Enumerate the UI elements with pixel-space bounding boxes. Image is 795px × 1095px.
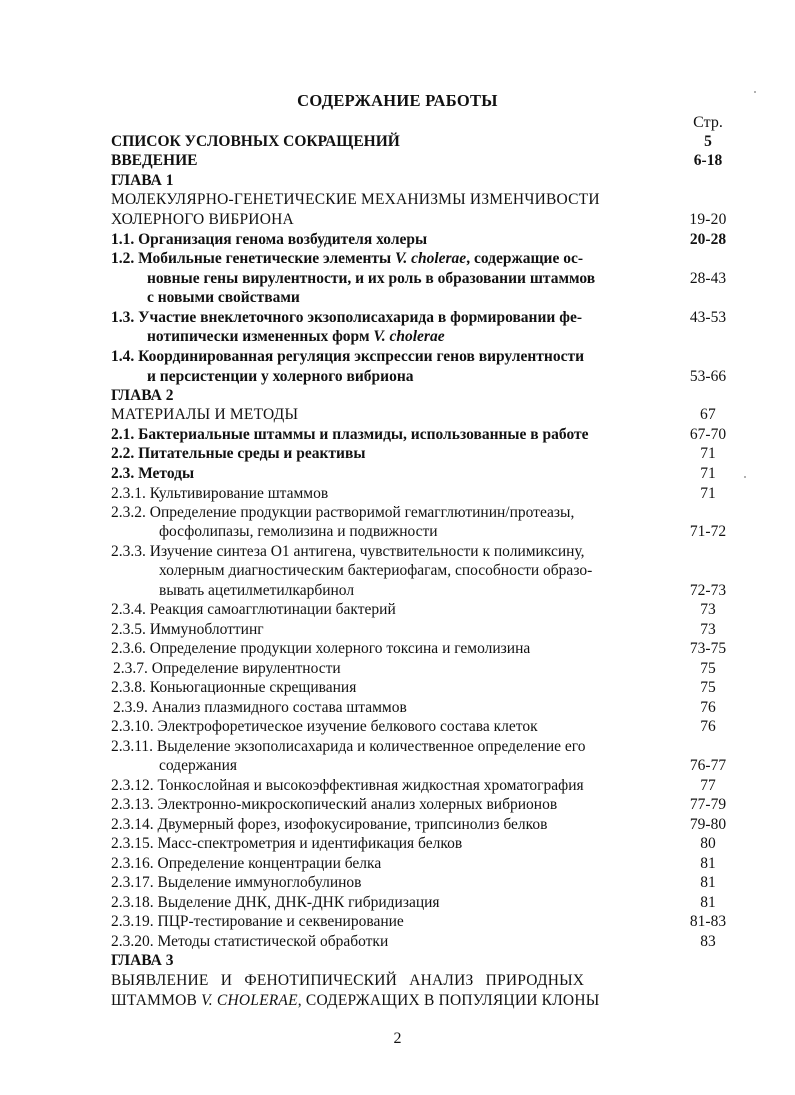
toc-entry-text: 2.3.7. Определение вирулентности [113,660,341,677]
toc-entry-page: 71 [700,485,716,502]
toc-entry-text: 2.3.5. Иммуноблоттинг [111,621,264,638]
toc-entry-text: 2.3.9. Анализ плазмидного состава штаммов [113,699,407,716]
chapter-title-part: , СОДЕРЖАЩИХ В ПОПУЛЯЦИИ КЛОНЫ [297,992,600,1009]
toc-entry-page: 19-20 [689,211,727,228]
toc-entry-text-part: , содержащие ос- [466,250,584,267]
toc-entry-page: 73-75 [689,640,727,657]
toc-entry-text: 2.3.4. Реакция самоагглютинации бактерий [111,601,396,618]
toc-entry-page: 71-72 [689,523,727,540]
toc-entry-text: 2.2. Питательные среды и реактивы [111,445,366,462]
toc-entry-text: 2.3.8. Коньюгационные скрещивания [111,679,357,696]
toc-entry-text-part: 1.2. Мобильные генетические элементы [111,250,395,267]
toc-entry-page: 5 [704,133,712,150]
scan-speck [754,91,756,93]
toc-entry-text: 1.3. Участие внеклеточного экзополисахарида в формировании фе- [111,309,582,326]
toc-entry-text: холерным диагностическим бактериофагам, способности образо- [159,562,593,579]
toc-entry-text: с новыми свойствами [147,289,300,306]
chapter-heading-text: ГЛАВА 1 [111,172,174,189]
toc-entry-text: 2.1. Бактериальные штаммы и плазмиды, использованные в работе [111,426,589,443]
toc-entry-text: и персистенции у холерного вибриона [147,368,414,385]
chapter-heading-text: ГЛАВА 3 [111,952,174,969]
toc-entry-text: 2.3.6. Определение продукции холерного токсина и гемолизина [111,640,531,657]
toc-entry-page: 53-66 [689,368,727,385]
toc-entry-text: 2.3.10. Электрофоретическое изучение белкового состава клеток [111,718,538,735]
toc-entry-page: 76-77 [689,757,727,774]
chapter-title-line: МАТЕРИАЛЫ И МЕТОДЫ [111,406,299,423]
chapter-title-part: ШТАММОВ [111,992,202,1009]
toc-entry-text: ВВЕДЕНИЕ [111,152,198,169]
toc-entry-text: 2.3.20. Методы статистической обработки [111,933,389,950]
chapter-heading-text: ГЛАВА 2 [111,387,174,404]
toc-entry-text: новные гены вирулентности, и их роль в образовании штаммов [147,270,596,287]
scan-speck [744,476,746,478]
toc-entry-text: фосфолипазы, гемолизина и подвижности [159,523,438,540]
toc-entry-page: 80 [700,835,716,852]
toc-entry-text: 2.3.18. Выделение ДНК, ДНК-ДНК гибридизация [111,894,440,911]
toc-entry-text: 2.3.3. Изучение синтеза О1 антигена, чувствительности к полимиксину, [111,543,585,560]
toc-entry-text: 2.3. Методы [111,465,195,482]
toc-entry-page: 75 [700,679,716,696]
page-number: 2 [393,1030,402,1047]
toc-entry-page: 73 [700,621,716,638]
species-name: V. CHOLERAE [201,992,298,1009]
chapter-title-line: МОЛЕКУЛЯРНО-ГЕНЕТИЧЕСКИЕ МЕХАНИЗМЫ ИЗМЕНЧИВОСТИ [111,191,600,208]
toc-entry-page: 71 [700,445,716,462]
toc-entry-text [147,327,445,347]
toc-entry-text: 2.3.2. Определение продукции растворимой гемагглютинин/протеазы, [111,504,575,521]
toc-entry-text: вывать ацетилметилкарбинол [159,582,355,599]
toc-entry-page: 43-53 [689,309,727,326]
toc-entry-page: 76 [700,718,716,735]
toc-entry-text: 1.4. Координированная регуляция экспрессии генов вирулентности [111,348,585,365]
toc-entry-text: 2.3.12. Тонкослойная и высокоэффективная жидкостная хроматография [111,777,584,794]
toc-entry-page: 79-80 [689,816,727,833]
toc-entry-page: 71 [700,465,716,482]
toc-entry-page: 67 [700,406,716,423]
toc-entry-text: 2.3.11. Выделение экзополисахарида и количественное определение его [111,738,586,755]
toc-entry-text: 2.3.14. Двумерный форез, изофокусирование, трипсинолиз белков [111,816,548,833]
toc-entry-page: 77 [700,777,716,794]
toc-entry-page: 77-79 [689,796,727,813]
toc-entry-text: 1.1. Организация генома возбудителя холеры [111,231,428,248]
toc-entry-page: 72-73 [689,582,727,599]
page-column-label: Стр. [693,114,723,131]
toc-entry-text [111,249,583,269]
toc-entry-text-part: нотипически измененных форм [147,328,374,345]
toc-entry-page: 83 [700,933,716,950]
toc-entry-page: 20-28 [689,231,727,248]
toc-entry-page: 75 [700,660,716,677]
chapter-title-line [111,991,599,1011]
toc-entry-text: 2.3.17. Выделение иммуноглобулинов [111,874,362,891]
toc-entry-text: 2.3.16. Определение концентрации белка [111,855,382,872]
toc-entry-text: СПИСОК УСЛОВНЫХ СОКРАЩЕНИЙ [111,133,400,150]
toc-entry-page: 76 [700,699,716,716]
chapter-title-line: ХОЛЕРНОГО ВИБРИОНА [111,211,294,228]
toc-entry-page: 81 [700,874,716,891]
chapter-title-line: ВЫЯВЛЕНИЕ И ФЕНОТИПИЧЕСКИЙ АНАЛИЗ ПРИРОДНЫХ [111,972,585,989]
toc-entry-page: 81 [700,855,716,872]
toc-entry-page: 67-70 [689,426,727,443]
species-name: V. cholerae [395,250,467,267]
toc-entry-text: содержания [159,757,238,774]
species-name: V. cholerae [373,328,445,345]
toc-entry-text: 2.3.13. Электронно-микроскопический анализ холерных вибрионов [111,796,558,813]
toc-entry-page: 28-43 [689,270,727,287]
toc-entry-text: 2.3.15. Масс-спектрометрия и идентификация белков [111,835,463,852]
toc-entry-page: 81-83 [689,913,727,930]
toc-entry-page: 6-18 [693,152,723,169]
page-title: СОДЕРЖАНИЕ РАБОТЫ [297,91,498,110]
toc-entry-text: 2.3.19. ПЦР-тестирование и секвенирование [111,913,404,930]
toc-entry-text: 2.3.1. Культивирование штаммов [111,485,329,502]
toc-entry-page: 73 [700,601,716,618]
toc-entry-page: 81 [700,894,716,911]
